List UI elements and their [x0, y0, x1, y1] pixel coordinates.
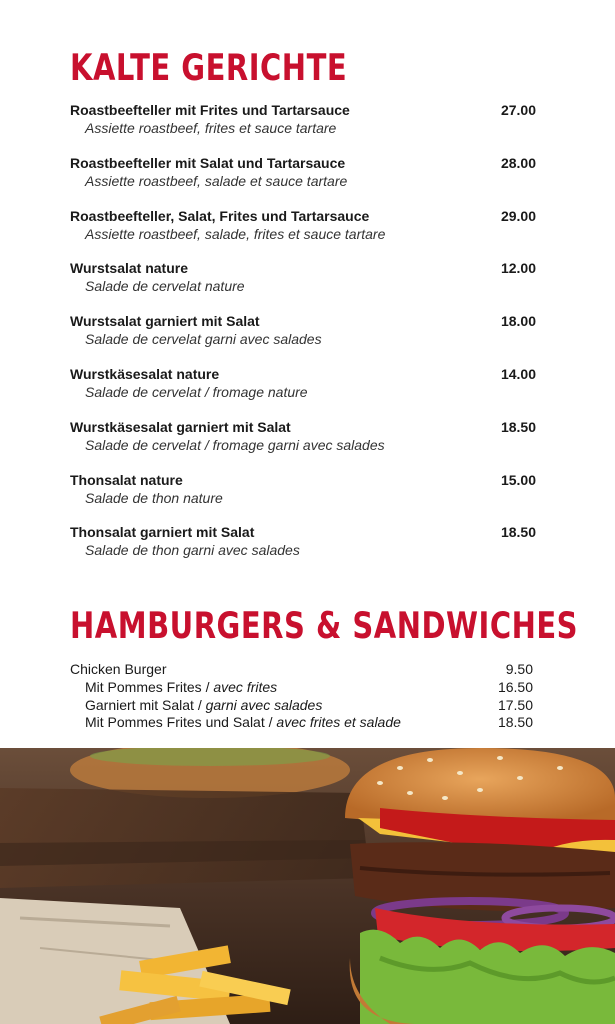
menu-item: [70, 472, 536, 525]
menu-item: [70, 155, 536, 208]
item-description: Salade de cervelat / fromage garni avec salades: [85, 436, 385, 453]
option-label: [85, 714, 401, 730]
menu-option: [70, 714, 533, 732]
menu-list-hamburgers: [70, 661, 533, 732]
item-name: Wurstkäsesalat garniert mit Salat: [70, 418, 291, 435]
item-description: Salade de cervelat nature: [85, 278, 245, 295]
menu-item: [70, 419, 536, 472]
item-price: 29.00: [500, 207, 536, 224]
menu-item: [70, 260, 536, 313]
menu-list-kalte-gerichte: [70, 102, 536, 577]
option-label-fr: avec frites: [213, 679, 278, 695]
item-name: Wurstsalat garniert mit Salat: [70, 313, 260, 330]
burger-fries-photo: [0, 748, 615, 1024]
item-name: Wurstsalat nature: [70, 260, 188, 277]
option-label-de: Garniert mit Salat: [85, 696, 194, 713]
item-price: 15.00: [500, 471, 536, 488]
item-name: Chicken Burger: [70, 661, 167, 677]
item-description: Assiette roastbeef, frites et sauce tartare: [85, 120, 337, 136]
item-description: Assiette roastbeef, salade, frites et sauce tartare: [85, 225, 386, 242]
option-price: 16.50: [497, 679, 533, 695]
food-illustration: [0, 748, 615, 1024]
option-separator: /: [193, 696, 206, 713]
item-name: Wurstkäsesalat nature: [70, 365, 220, 382]
option-label-de: Mit Pommes Frites: [85, 679, 202, 695]
item-description: Assiette roastbeef, salade et sauce tartare: [85, 172, 348, 189]
option-label-de: Mit Pommes Frites und Salat: [85, 714, 265, 730]
item-name: Thonsalat nature: [70, 471, 183, 488]
section-title-hamburgers-sandwiches: HAMBURGERS & SANDWICHES: [70, 604, 579, 647]
section-title-kalte-gerichte: KALTE GERICHTE: [70, 46, 348, 89]
option-price: 18.50: [497, 714, 533, 730]
item-name: Roastbeefteller, Salat, Frites und Tartarsauce: [70, 207, 370, 224]
item-name: Thonsalat garniert mit Salat: [70, 524, 255, 541]
option-label-fr: avec frites et salade: [276, 714, 401, 730]
item-description: Salade de thon nature: [85, 489, 223, 506]
item-price: 18.50: [500, 418, 536, 435]
item-price: 18.50: [500, 524, 536, 541]
option-price: 17.50: [497, 696, 533, 713]
option-separator: /: [264, 714, 277, 730]
option-label: [85, 679, 277, 695]
menu-item: [70, 366, 536, 419]
item-name: Roastbeefteller mit Frites und Tartarsauce: [70, 102, 350, 118]
menu-item: [70, 524, 536, 577]
item-price: 28.00: [500, 154, 536, 171]
menu-option: [70, 679, 533, 697]
item-description: Salade de cervelat garni avec salades: [85, 331, 322, 348]
option-label-fr: garni avec salades: [205, 696, 323, 713]
item-price: 27.00: [500, 102, 536, 118]
menu-option: [70, 697, 533, 715]
menu-item: [70, 102, 536, 155]
option-label: [85, 697, 322, 713]
option-separator: /: [201, 679, 214, 695]
menu-item: [70, 313, 536, 366]
item-name: Roastbeefteller mit Salat und Tartarsauce: [70, 154, 346, 171]
item-price: 9.50: [505, 661, 533, 677]
item-price: 12.00: [500, 260, 536, 277]
item-description: Salade de cervelat / fromage nature: [85, 383, 308, 400]
menu-item: [70, 661, 533, 679]
menu-item: [70, 208, 536, 261]
item-description: Salade de thon garni avec salades: [85, 542, 300, 559]
item-price: 14.00: [500, 365, 536, 382]
item-price: 18.00: [500, 313, 536, 330]
